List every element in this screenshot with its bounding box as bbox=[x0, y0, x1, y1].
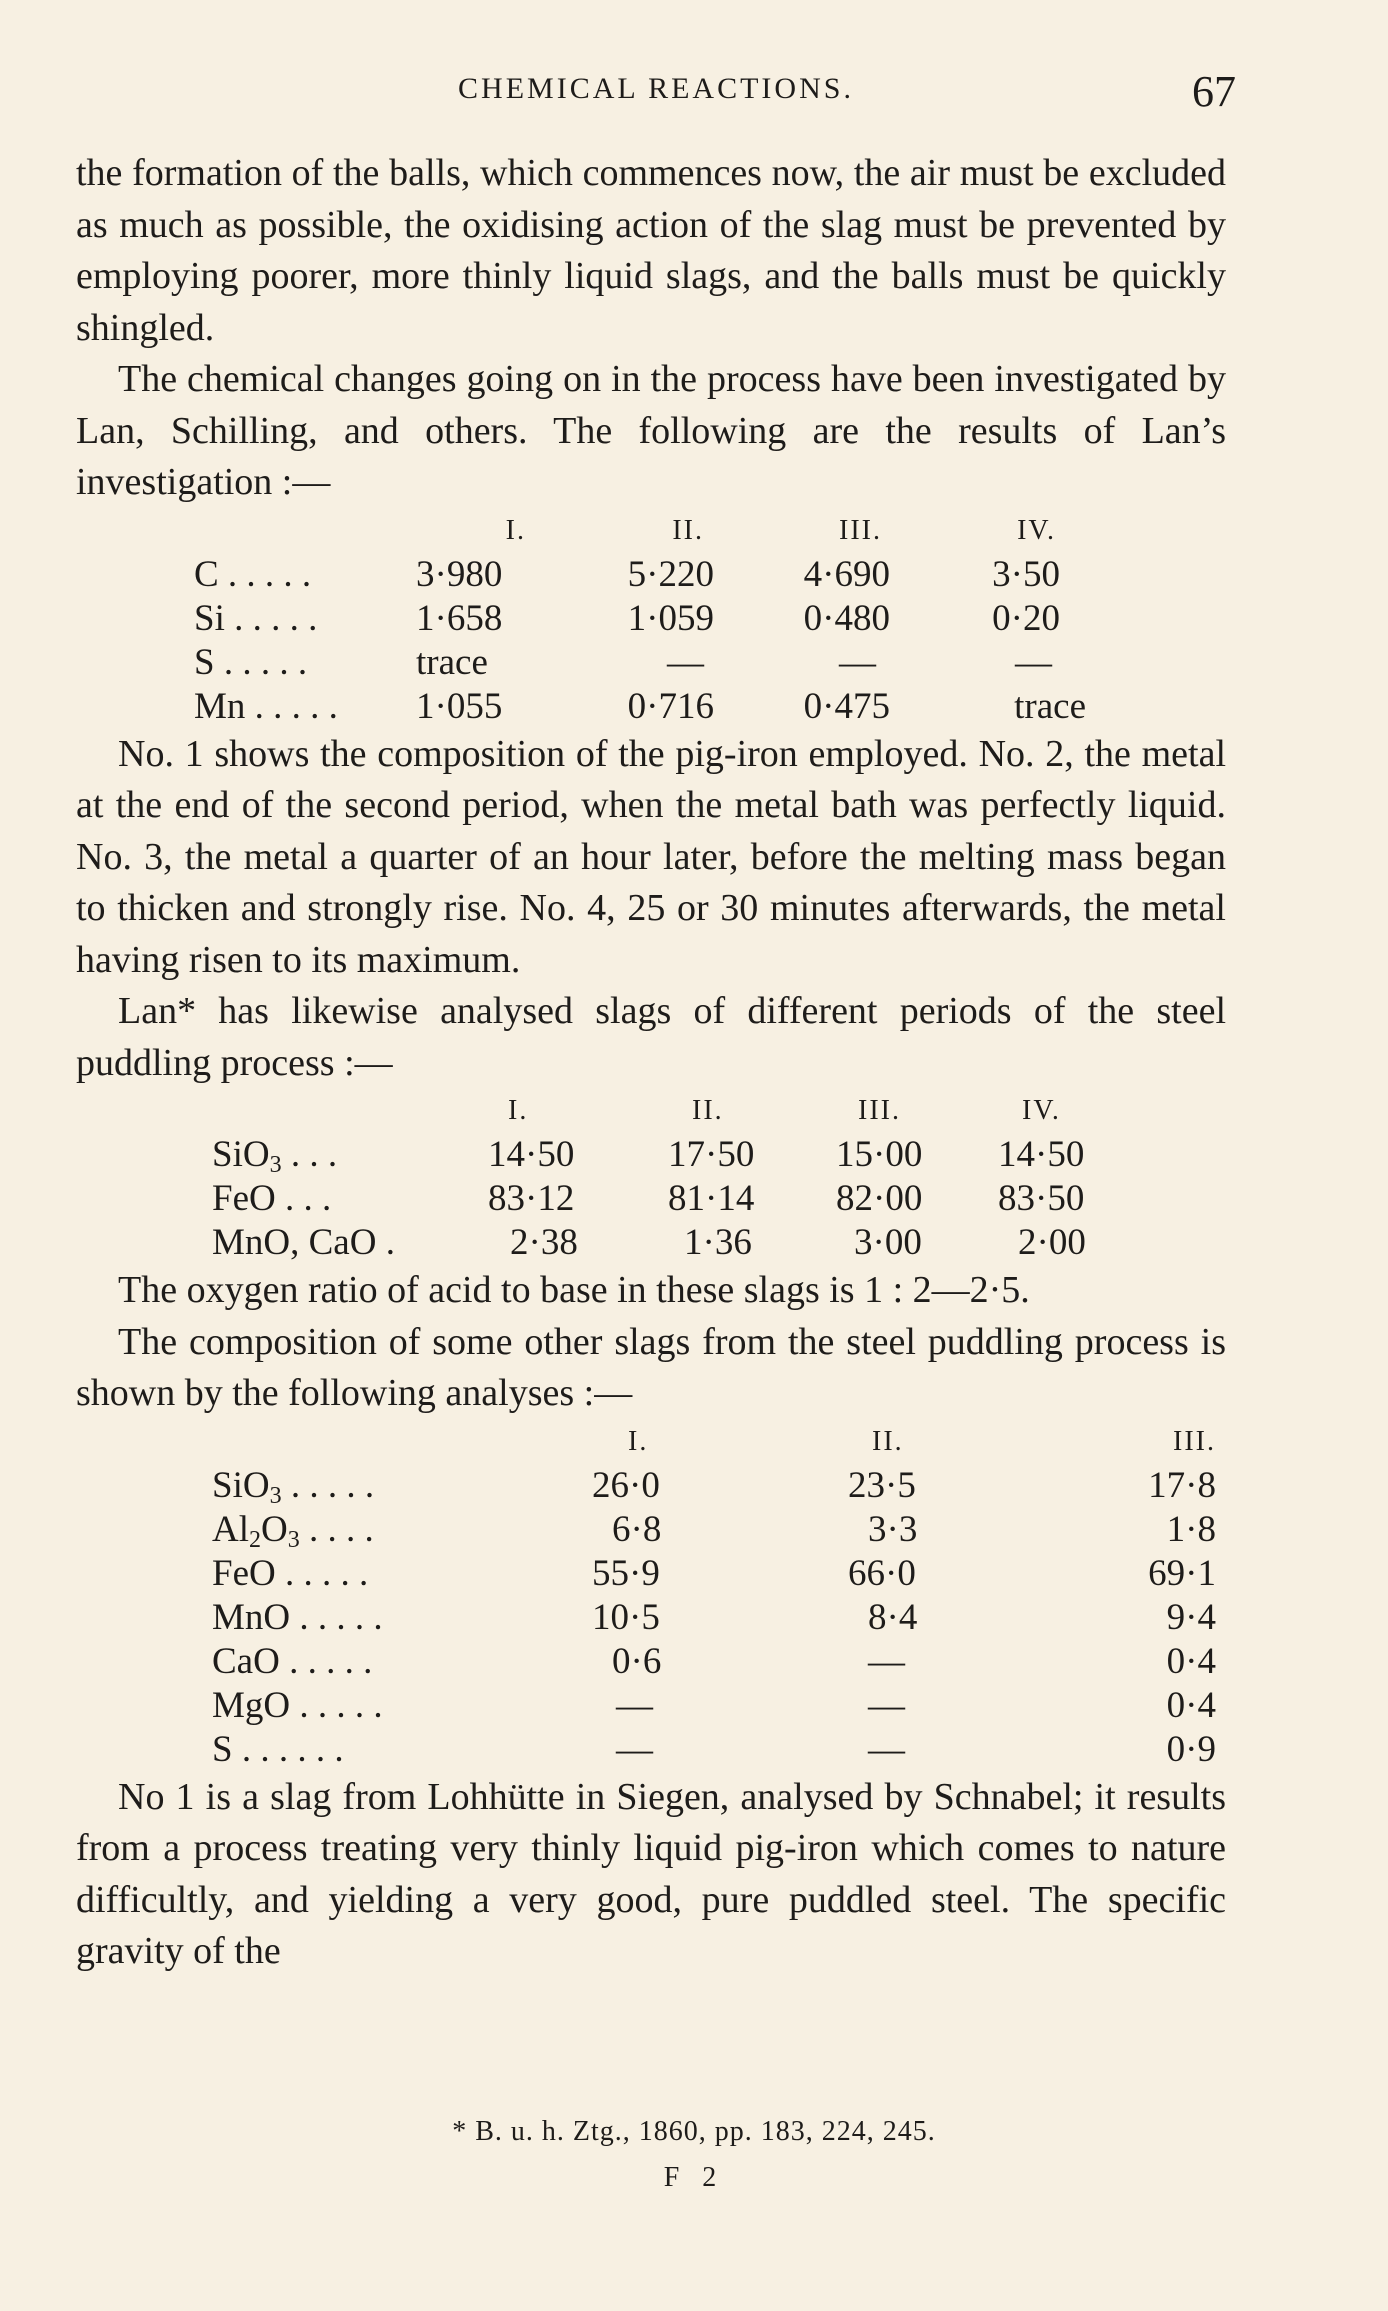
column-header: IV. bbox=[1017, 514, 1056, 546]
table-row bbox=[194, 685, 1092, 729]
page-body bbox=[76, 148, 1226, 1978]
cell: 9·4 bbox=[1166, 1596, 1216, 1638]
cell: 0·475 bbox=[803, 685, 890, 727]
table-row bbox=[212, 1596, 1216, 1640]
row-label bbox=[212, 1552, 592, 1596]
column-header: III. bbox=[1173, 1425, 1216, 1457]
column-header: IV. bbox=[1022, 1095, 1061, 1126]
column-header: III. bbox=[839, 514, 882, 546]
row-label bbox=[212, 1221, 488, 1265]
cell: — bbox=[868, 1684, 905, 1726]
cell: 14·50 bbox=[488, 1134, 575, 1175]
cell: 1·055 bbox=[416, 685, 503, 727]
cell: 0·716 bbox=[627, 685, 714, 727]
row-label: Mn . . . . . bbox=[194, 685, 338, 727]
cell: 15·00 bbox=[836, 1134, 923, 1175]
table-row bbox=[212, 1728, 1216, 1772]
row-label bbox=[212, 1596, 592, 1640]
paragraph-1: the formation of the balls, which commences now, the air must be excluded as much as possible, the oxidising action of the slag must be prevented by employing poorer, more thinly liquid slags, and the balls must be quickly shingled. bbox=[76, 152, 1226, 349]
row-label: Si . . . . . bbox=[194, 597, 318, 639]
leader-dots: . . . . . bbox=[281, 1464, 375, 1506]
cell: 26·0 bbox=[592, 1464, 660, 1506]
leader-dots: . . . . . bbox=[275, 1552, 369, 1594]
formula: MgO bbox=[212, 1684, 291, 1726]
page-number: 67 bbox=[1192, 67, 1236, 116]
cell: 17·8 bbox=[1148, 1464, 1216, 1506]
cell: 8·4 bbox=[868, 1596, 918, 1638]
table-row bbox=[212, 1464, 1216, 1508]
leader-dots: . . . . bbox=[299, 1508, 374, 1550]
table-row bbox=[212, 1552, 1216, 1596]
table-row bbox=[212, 1640, 1216, 1684]
row-label bbox=[212, 1177, 488, 1221]
row-label bbox=[212, 1640, 592, 1684]
cell: 66·0 bbox=[848, 1552, 916, 1594]
cell: — bbox=[839, 641, 876, 683]
leader-dots: . . . bbox=[281, 1134, 338, 1175]
column-header: III. bbox=[858, 1095, 901, 1126]
row-label bbox=[212, 1508, 592, 1552]
cell: 14·50 bbox=[998, 1134, 1085, 1175]
signature-mark: F 2 bbox=[663, 2162, 725, 2193]
formula: Al bbox=[212, 1508, 249, 1550]
leader-dots: . . . . . bbox=[279, 1640, 373, 1682]
cell: 10·5 bbox=[592, 1596, 660, 1638]
row-label: S . . . . . bbox=[194, 641, 308, 683]
cell: 5·220 bbox=[627, 553, 714, 595]
table-row bbox=[212, 1177, 1148, 1221]
running-head: CHEMICAL REACTIONS. bbox=[458, 72, 854, 105]
formula: SiO bbox=[212, 1464, 270, 1506]
table-row bbox=[212, 1508, 1216, 1552]
cell: 1·36 bbox=[684, 1222, 752, 1263]
column-header: II. bbox=[692, 1095, 724, 1126]
table-header-row bbox=[212, 1089, 1148, 1133]
table-row bbox=[212, 1221, 1148, 1265]
paragraph-4: Lan* has likewise analysed slags of different periods of the steel puddling process :— bbox=[76, 990, 1226, 1084]
table-row bbox=[212, 1684, 1216, 1728]
cell: 3·50 bbox=[992, 553, 1060, 595]
paragraph-3: No. 1 shows the composition of the pig-iron employed. No. 2, the metal at the end of the second period, when the metal bath was perfectly liquid. No. 3, the metal a quarter of an hour later, before the melting mass began to thicken and strongly rise. No. 4, 25 or 30 minutes afterwards, the metal having risen to its maximum. bbox=[76, 732, 1226, 981]
column-header: I. bbox=[505, 514, 526, 546]
column-header: I. bbox=[628, 1425, 649, 1457]
cell: 23·5 bbox=[848, 1464, 916, 1506]
cell: 2·38 bbox=[510, 1222, 578, 1263]
cell: — bbox=[616, 1684, 653, 1726]
leader-dots: . . . bbox=[275, 1178, 332, 1219]
cell: 81·14 bbox=[668, 1178, 755, 1219]
cell: 4·690 bbox=[803, 553, 890, 595]
cell: 1·658 bbox=[416, 597, 503, 639]
cell: 0·6 bbox=[612, 1640, 662, 1682]
cell: 1·059 bbox=[627, 597, 714, 639]
subscript: 3 bbox=[269, 1152, 282, 1178]
cell: 0·4 bbox=[1166, 1640, 1216, 1682]
cell: — bbox=[616, 1728, 653, 1770]
leader-dots: . . . . . bbox=[290, 1596, 383, 1638]
row-label bbox=[212, 1464, 592, 1508]
cell: 3·3 bbox=[868, 1508, 918, 1550]
formula: MnO bbox=[212, 1596, 291, 1638]
paragraph-2: The chemical changes going on in the process have been investigated by Lan, Schilling, and others. The following are the results of Lan’s investigation :— bbox=[76, 358, 1226, 503]
cell: 6·8 bbox=[612, 1508, 662, 1550]
cell: — bbox=[868, 1728, 905, 1770]
cell: 0·480 bbox=[803, 597, 890, 639]
subscript: 3 bbox=[287, 1526, 300, 1553]
cell: 83·50 bbox=[998, 1178, 1085, 1219]
table-row bbox=[194, 597, 1092, 641]
column-header: I. bbox=[508, 1095, 529, 1126]
cell: 83·12 bbox=[488, 1178, 575, 1219]
subscript: 2 bbox=[249, 1526, 261, 1553]
cell: 3·00 bbox=[854, 1222, 922, 1263]
table-slag-analyses bbox=[212, 1420, 1216, 1772]
cell: 0·4 bbox=[1166, 1684, 1216, 1726]
column-header: II. bbox=[672, 514, 704, 546]
formula: FeO bbox=[212, 1552, 276, 1594]
formula: S bbox=[212, 1728, 233, 1770]
formula: SiO bbox=[212, 1134, 270, 1175]
table-slag-periods bbox=[212, 1089, 1148, 1265]
paragraph-7: No 1 is a slag from Lohhütte in Siegen, analysed by Schnabel; it results from a process treating very thinly liquid pig-iron which comes to nature difficultly, and yielding a very good, pure puddled steel. The specific gravity of the bbox=[76, 1775, 1226, 1972]
row-label bbox=[212, 1728, 592, 1772]
row-label bbox=[212, 1133, 488, 1177]
column-header: II. bbox=[872, 1425, 904, 1457]
paragraph-6: The composition of some other slags from the steel puddling process is shown by the following analyses :— bbox=[76, 1320, 1226, 1414]
leader-dots: . . . . . . bbox=[232, 1728, 344, 1770]
cell: 0·9 bbox=[1166, 1728, 1216, 1770]
table-header-row bbox=[212, 1420, 1216, 1464]
footnote: * B. u. h. Ztg., 1860, pp. 183, 224, 245. bbox=[452, 2116, 936, 2147]
subscript: 3 bbox=[269, 1482, 282, 1509]
paragraph-5: The oxygen ratio of acid to base in these slags is 1 : 2—2·5. bbox=[118, 1269, 1030, 1311]
cell: 2·00 bbox=[1018, 1222, 1086, 1263]
cell: — bbox=[1015, 641, 1052, 683]
cell: 3·980 bbox=[416, 553, 503, 595]
table-pig-iron-analysis bbox=[194, 509, 1092, 729]
cell: trace bbox=[416, 641, 488, 683]
cell: 69·1 bbox=[1148, 1552, 1216, 1594]
table-row bbox=[194, 641, 1092, 685]
formula: MnO, CaO bbox=[212, 1222, 377, 1263]
leader-dots: . . . . . bbox=[290, 1684, 383, 1726]
cell: 17·50 bbox=[668, 1134, 755, 1175]
table-header-row bbox=[194, 509, 1092, 553]
cell: — bbox=[667, 641, 704, 683]
cell: 0·20 bbox=[992, 597, 1060, 639]
formula: FeO bbox=[212, 1178, 276, 1219]
formula-tail: O bbox=[261, 1508, 288, 1550]
cell: trace bbox=[1014, 685, 1086, 727]
table-row bbox=[212, 1133, 1148, 1177]
leader-dots: . bbox=[376, 1222, 395, 1263]
cell: 55·9 bbox=[592, 1552, 660, 1594]
formula: CaO bbox=[212, 1640, 280, 1682]
table-row bbox=[194, 553, 1092, 597]
cell: — bbox=[868, 1640, 905, 1682]
row-label bbox=[212, 1684, 592, 1728]
page-header bbox=[76, 67, 1236, 122]
row-label: C . . . . . bbox=[194, 553, 312, 595]
cell: 1·8 bbox=[1166, 1508, 1216, 1550]
cell: 82·00 bbox=[836, 1178, 923, 1219]
